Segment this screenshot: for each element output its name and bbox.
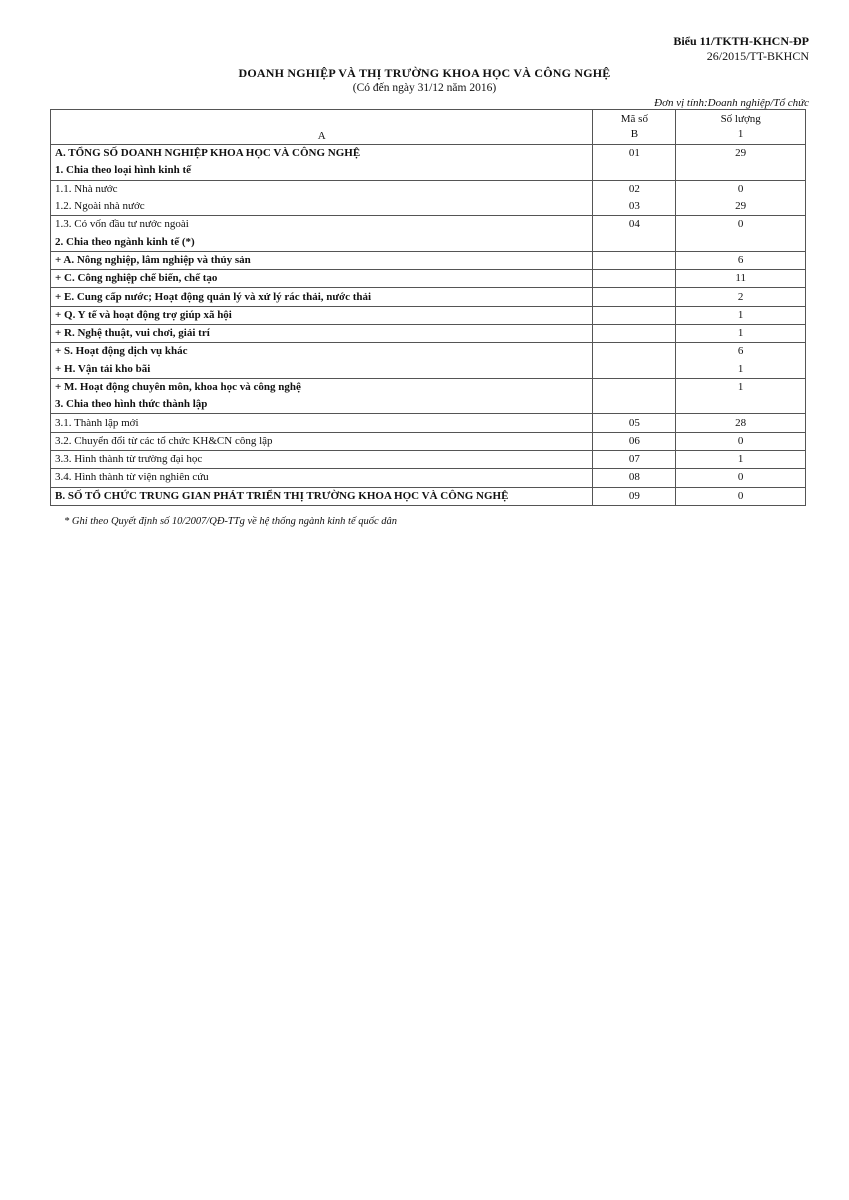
form-code-number: Biểu 11/TKTH-KHCN-ĐP — [673, 34, 809, 48]
row-value: 1 — [676, 451, 806, 469]
row-value: 1 — [676, 324, 806, 342]
form-code-circular: 26/2015/TT-BKHCN — [706, 49, 809, 63]
row-code — [593, 251, 676, 269]
row-label: + H. Vận tải kho bãi — [51, 361, 593, 379]
row-code: 05 — [593, 414, 676, 432]
row-code — [593, 306, 676, 324]
row-label: + C. Công nghiệp chế biến, chế tạo — [51, 270, 593, 288]
table-row — [51, 251, 806, 269]
row-code — [593, 361, 676, 379]
row-value: 0 — [676, 180, 806, 198]
table-row — [51, 198, 806, 216]
report-subtitle: (Có đến ngày 31/12 năm 2016) — [352, 82, 497, 94]
row-code — [593, 270, 676, 288]
row-code: 04 — [593, 216, 676, 234]
row-value: 29 — [676, 198, 806, 216]
row-value: 6 — [676, 343, 806, 361]
column-header-a-label: A — [317, 130, 326, 142]
row-value: 2 — [676, 288, 806, 306]
column-header-quantity-number: 1 — [737, 128, 744, 140]
row-code — [593, 396, 676, 414]
table-row — [51, 343, 806, 361]
row-label: + E. Cung cấp nước; Hoạt động quản lý và xử lý rác thải, nước thải — [51, 288, 593, 306]
table-row — [51, 432, 806, 450]
row-value: 1 — [676, 361, 806, 379]
row-value: 11 — [676, 270, 806, 288]
table-row — [51, 378, 806, 396]
table-row — [51, 270, 806, 288]
row-code: 02 — [593, 180, 676, 198]
table-row — [51, 451, 806, 469]
row-label: + S. Hoạt động dịch vụ khác — [51, 343, 593, 361]
table-row — [51, 145, 806, 163]
row-label: 1. Chia theo loại hình kinh tế — [51, 162, 593, 180]
row-value: 0 — [676, 487, 806, 505]
table-row — [51, 324, 806, 342]
table-row — [51, 288, 806, 306]
report-title: DOANH NGHIỆP VÀ THỊ TRƯỜNG KHOA HỌC VÀ CÔNG NGHỆ — [238, 66, 611, 80]
row-value: 0 — [676, 216, 806, 234]
row-value — [676, 162, 806, 180]
table-row — [51, 180, 806, 198]
row-value: 28 — [676, 414, 806, 432]
table-row — [51, 233, 806, 251]
column-header-quantity — [676, 110, 806, 145]
row-label: + A. Nông nghiệp, lâm nghiệp và thủy sản — [51, 251, 593, 269]
table-row — [51, 396, 806, 414]
row-label: 1.3. Có vốn đầu tư nước ngoài — [51, 216, 593, 234]
row-code: 06 — [593, 432, 676, 450]
row-value: 6 — [676, 251, 806, 269]
table-row — [51, 414, 806, 432]
row-code — [593, 343, 676, 361]
row-code — [593, 162, 676, 180]
row-label: 3.4. Hình thành từ viện nghiên cứu — [51, 469, 593, 487]
column-header-quantity-label: Số lượng — [720, 113, 761, 125]
row-code — [593, 378, 676, 396]
table-row — [51, 162, 806, 180]
row-code: 08 — [593, 469, 676, 487]
table-row — [51, 487, 806, 505]
column-header-code-letter: B — [630, 128, 639, 140]
row-label: 1.2. Ngoài nhà nước — [51, 198, 593, 216]
row-value — [676, 396, 806, 414]
table-row — [51, 469, 806, 487]
row-code — [593, 233, 676, 251]
column-header-a — [51, 110, 593, 145]
table-row — [51, 306, 806, 324]
row-label: 3.2. Chuyển đổi từ các tổ chức KH&CN công lập — [51, 432, 593, 450]
row-value: 29 — [676, 145, 806, 163]
footnote: * Ghi theo Quyết định số 10/2007/QĐ-TTg về hệ thống ngành kinh tế quốc dân — [64, 516, 398, 527]
row-code — [593, 288, 676, 306]
table-row — [51, 216, 806, 234]
row-label: 3.1. Thành lập mới — [51, 414, 593, 432]
row-code: 01 — [593, 145, 676, 163]
row-label: + R. Nghệ thuật, vui chơi, giải trí — [51, 324, 593, 342]
unit-label: Đơn vị tính:Doanh nghiệp/Tổ chức — [654, 97, 809, 109]
row-label: 2. Chia theo ngành kinh tế (*) — [51, 233, 593, 251]
row-value: 1 — [676, 306, 806, 324]
row-value: 1 — [676, 378, 806, 396]
row-value: 0 — [676, 432, 806, 450]
table-row — [51, 361, 806, 379]
row-code: 03 — [593, 198, 676, 216]
row-label: B. SỐ TỔ CHỨC TRUNG GIAN PHÁT TRIỂN THỊ TRƯỜNG KHOA HỌC VÀ CÔNG NGHỆ — [51, 487, 593, 505]
row-label: + M. Hoạt động chuyên môn, khoa học và công nghệ — [51, 378, 593, 396]
form-code — [673, 34, 809, 64]
row-code — [593, 324, 676, 342]
row-label: 1.1. Nhà nước — [51, 180, 593, 198]
row-label: A. TỔNG SỐ DOANH NGHIỆP KHOA HỌC VÀ CÔNG NGHỆ — [51, 145, 593, 163]
row-value — [676, 233, 806, 251]
row-code: 07 — [593, 451, 676, 469]
column-header-code-label: Mã số — [620, 113, 648, 125]
row-value: 0 — [676, 469, 806, 487]
report-table — [50, 109, 806, 506]
row-label: 3. Chia theo hình thức thành lập — [51, 396, 593, 414]
row-label: 3.3. Hình thành từ trường đại học — [51, 451, 593, 469]
row-code: 09 — [593, 487, 676, 505]
column-header-code — [593, 110, 676, 145]
row-label: + Q. Y tế và hoạt động trợ giúp xã hội — [51, 306, 593, 324]
